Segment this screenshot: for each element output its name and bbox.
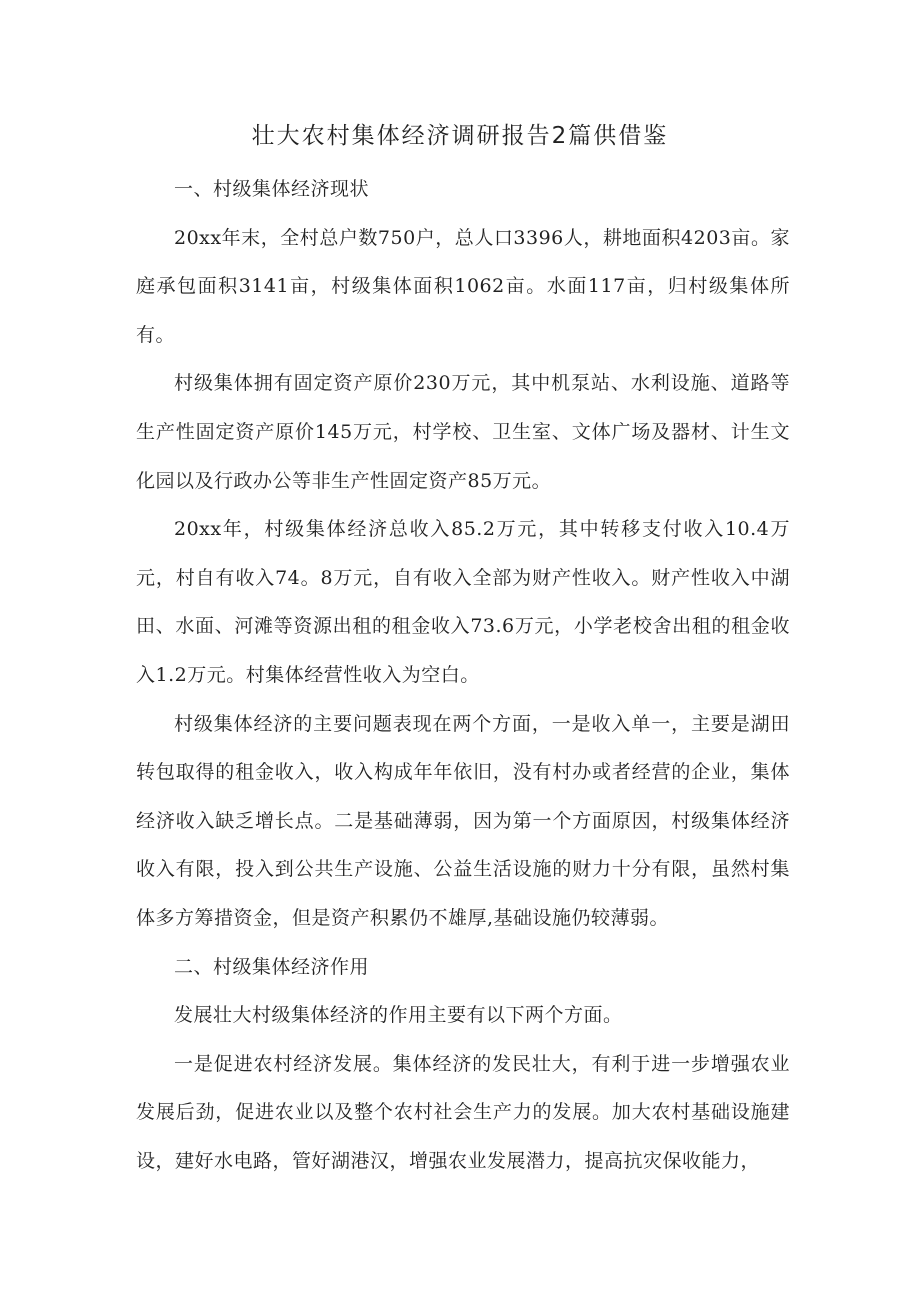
paragraph: 发展壮大村级集体经济的作用主要有以下两个方面。 bbox=[174, 1004, 623, 1027]
paragraph: 20xx年末，全村总户数750户，总人口3396人，耕地面积4203亩。家庭承包面积3141亩，村级集体面积1062亩。水面117亩，归村级集体所有。 bbox=[136, 226, 790, 346]
paragraph: 村级集体经济的主要问题表现在两个方面，一是收入单一，主要是湖田转包取得的租金收入，收入构成年年依旧，没有村办或者经营的企业，集体经济收入缺乏增长点。二是基础薄弱，因为第一个方面原因，村级集体经济收入有限，投入到公共生产设施、公益生活设施的财力十分有限，虽然村集体多方筹措资金，但是资产积累仍不雄厚,基础设施仍较薄弱。 bbox=[136, 712, 790, 929]
paragraph: 20xx年，村级集体经济总收入85.2万元，其中转移支付收入10.4万元，村自有收入74。8万元，自有收入全部为财产性收入。财产性收入中湖田、水面、河滩等资源出租的租金收入73.6万元，小学老校舍出租的租金收入1.2万元。村集体经营性收入为空白。 bbox=[136, 518, 790, 686]
paragraph: 村级集体拥有固定资产原价230万元，其中机泵站、水利设施、道路等生产性固定资产原价145万元，村学校、卫生室、文体广场及器材、计生文化园以及行政办公等非生产性固定资产85万元。 bbox=[136, 372, 790, 492]
section-heading-1: 一、村级集体经济现状 bbox=[174, 178, 370, 200]
document-title: 壮大农村集体经济调研报告2篇供借鉴 bbox=[251, 123, 669, 149]
document-body bbox=[136, 165, 790, 1185]
paragraph: 一是促进农村经济发展。集体经济的发民壮大，有利于进一步增强农业发展后劲，促进农业以及整个农村社会生产力的发展。加大农村基础设施建设，建好水电路，管好湖港汉，增强农业发展潜力，提高抗灾保收能力， bbox=[136, 1052, 790, 1172]
section-heading-2: 二、村级集体经济作用 bbox=[174, 955, 370, 978]
